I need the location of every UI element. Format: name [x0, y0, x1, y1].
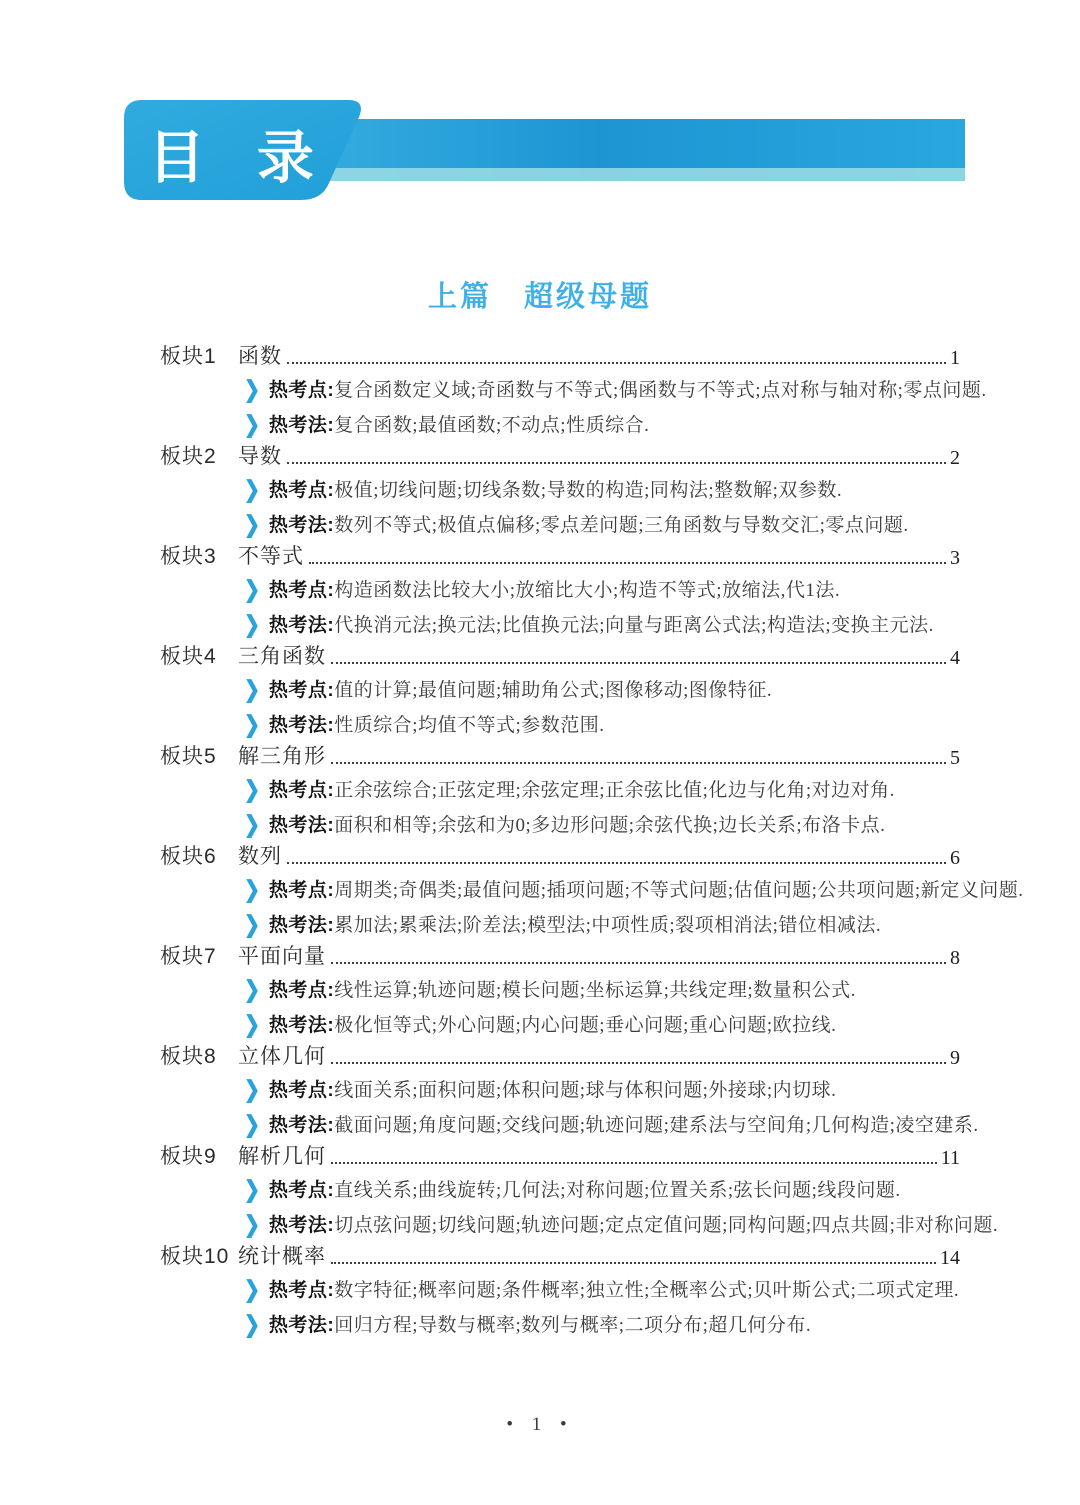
hot-points-label: 热考点:	[268, 580, 335, 601]
hot-methods-label: 热考法:	[268, 915, 335, 936]
section-label: 板块10	[160, 1245, 230, 1268]
hot-points-text: 直线关系;曲线旋转;几何法;对称问题;位置关系;弦长问题;线段问题.	[334, 1180, 901, 1201]
section-page-number: 2	[950, 447, 960, 469]
toc-list	[160, 340, 1024, 1340]
hot-methods-text: 截面问题;角度问题;交线问题;轨迹问题;建系法与空间角;几何构造;凌空建系.	[334, 1115, 979, 1136]
toc-entry[interactable]	[160, 540, 960, 570]
chevron-right-icon: ❯	[244, 612, 260, 638]
toc-section	[160, 840, 1024, 940]
hot-points-label: 热考点:	[268, 880, 335, 901]
chevron-right-icon: ❯	[244, 377, 260, 403]
hot-points-text: 数字特征;概率问题;条件概率;独立性;全概率公式;贝叶斯公式;二项式定理.	[334, 1280, 960, 1301]
section-label: 板块5	[160, 745, 217, 768]
toc-section	[160, 740, 960, 840]
chevron-right-icon: ❯	[244, 1112, 260, 1138]
hot-points-text: 线性运算;轨迹问题;模长问题;坐标运算;共线定理;数量积公式.	[334, 980, 856, 1001]
hot-methods-row	[244, 1112, 979, 1140]
hot-points-label: 热考点:	[268, 1180, 335, 1201]
hot-points-label: 热考点:	[268, 680, 335, 701]
hot-points-row	[244, 877, 1024, 905]
section-title: 不等式	[238, 545, 304, 568]
dot-leader	[331, 1062, 946, 1064]
section-label: 板块2	[160, 445, 217, 468]
hot-methods-label: 热考法:	[268, 815, 335, 836]
hot-points-text: 复合函数定义域;奇函数与不等式;偶函数与不等式;点对称与轴对称;零点问题.	[334, 380, 987, 401]
dot-leader	[287, 462, 946, 464]
chevron-right-icon: ❯	[244, 812, 260, 838]
page-title: 目 录	[148, 126, 332, 190]
hot-methods-text: 面积和相等;余弦和为0;多边形问题;余弦代换;边长关系;布洛卡点.	[334, 815, 886, 836]
toc-entry[interactable]	[160, 940, 960, 970]
toc-section	[160, 340, 987, 440]
section-page-number: 14	[940, 1247, 960, 1269]
section-page-number: 9	[950, 1047, 960, 1069]
chevron-right-icon: ❯	[244, 912, 260, 938]
footer-page-number: • 1 •	[506, 1414, 574, 1435]
hot-points-label: 热考点:	[268, 1080, 335, 1101]
hot-methods-text: 累加法;累乘法;阶差法;模型法;中项性质;裂项相消法;错位相减法.	[334, 915, 882, 936]
toc-section	[160, 1140, 999, 1240]
section-label: 板块4	[160, 645, 217, 668]
hot-points-row	[244, 477, 960, 505]
hot-methods-row	[244, 412, 960, 440]
dot-leader	[287, 362, 946, 364]
hot-points-text: 构造函数法比较大小;放缩比大小;构造不等式;放缩法,代1法.	[334, 580, 841, 601]
toc-section	[160, 640, 960, 740]
hot-points-text: 线面关系;面积问题;体积问题;球与体积问题;外接球;内切球.	[334, 1080, 837, 1101]
dot-leader	[331, 762, 946, 764]
toc-section	[160, 540, 960, 640]
section-title: 数列	[238, 845, 282, 868]
section-title: 导数	[238, 445, 282, 468]
hot-methods-row	[244, 712, 960, 740]
section-page-number: 11	[940, 1147, 960, 1169]
hot-methods-label: 热考法:	[268, 715, 335, 736]
section-label: 板块7	[160, 945, 217, 968]
hot-methods-row	[244, 1212, 999, 1240]
hot-methods-text: 极化恒等式;外心问题;内心问题;垂心问题;重心问题;欧拉线.	[334, 1015, 837, 1036]
hot-points-row	[244, 377, 987, 405]
hot-methods-label: 热考法:	[268, 1115, 335, 1136]
hot-methods-label: 热考法:	[268, 1315, 335, 1336]
toc-entry[interactable]	[160, 440, 960, 470]
hot-methods-row	[244, 612, 960, 640]
hot-points-label: 热考点:	[268, 980, 335, 1001]
section-page-number: 8	[950, 947, 960, 969]
section-title: 解析几何	[238, 1145, 326, 1168]
section-title: 立体几何	[238, 1045, 326, 1068]
hot-methods-text: 切点弦问题;切线问题;轨迹问题;定点定值问题;同构问题;四点共圆;非对称问题.	[334, 1215, 999, 1236]
toc-section	[160, 940, 960, 1040]
dot-leader	[331, 662, 946, 664]
toc-section	[160, 1040, 979, 1140]
section-label: 板块3	[160, 545, 217, 568]
hot-points-row	[244, 977, 960, 1005]
section-page-number: 1	[950, 347, 960, 369]
section-title: 统计概率	[238, 1245, 326, 1268]
toc-entry[interactable]	[160, 1140, 960, 1170]
chevron-right-icon: ❯	[244, 1312, 260, 1338]
toc-entry[interactable]	[160, 340, 960, 370]
chevron-right-icon: ❯	[244, 512, 260, 538]
chevron-right-icon: ❯	[244, 477, 260, 503]
toc-entry[interactable]	[160, 840, 960, 870]
hot-points-text: 周期类;奇偶类;最值问题;插项问题;不等式问题;估值问题;公共项问题;新定义问题.	[334, 880, 1024, 901]
hot-methods-row	[244, 512, 960, 540]
hot-points-row	[244, 577, 960, 605]
hot-methods-text: 代换消元法;换元法;比值换元法;向量与距离公式法;构造法;变换主元法.	[334, 615, 934, 636]
toc-section	[160, 1240, 960, 1340]
chevron-right-icon: ❯	[244, 712, 260, 738]
hot-methods-row	[244, 912, 960, 940]
chevron-right-icon: ❯	[244, 1212, 260, 1238]
chevron-right-icon: ❯	[244, 1077, 260, 1103]
chevron-right-icon: ❯	[244, 1177, 260, 1203]
hot-methods-text: 数列不等式;极值点偏移;零点差问题;三角函数与导数交汇;零点问题.	[334, 515, 909, 536]
chevron-right-icon: ❯	[244, 1277, 260, 1303]
toc-section	[160, 440, 960, 540]
hot-points-text: 值的计算;最值问题;辅助角公式;图像移动;图像特征.	[334, 680, 773, 701]
hot-methods-text: 复合函数;最值函数;不动点;性质综合.	[334, 415, 650, 436]
section-label: 板块9	[160, 1145, 217, 1168]
hot-points-label: 热考点:	[268, 480, 335, 501]
hot-methods-label: 热考法:	[268, 1015, 335, 1036]
part-heading: 上篇 超级母题	[427, 281, 652, 313]
section-label: 板块6	[160, 845, 217, 868]
toc-entry[interactable]	[160, 640, 960, 670]
hot-points-text: 极值;切线问题;切线条数;导数的构造;同构法;整数解;双参数.	[334, 480, 843, 501]
chevron-right-icon: ❯	[244, 412, 260, 438]
chevron-right-icon: ❯	[244, 677, 260, 703]
chevron-right-icon: ❯	[244, 977, 260, 1003]
dot-leader	[287, 862, 946, 864]
hot-points-row	[244, 777, 960, 805]
dot-leader	[331, 962, 946, 964]
hot-methods-label: 热考法:	[268, 515, 335, 536]
hot-points-text: 正余弦综合;正弦定理;余弦定理;正余弦比值;化边与化角;对边对角.	[334, 780, 895, 801]
hot-points-label: 热考点:	[268, 780, 335, 801]
toc-entry[interactable]	[160, 740, 960, 770]
hot-points-label: 热考点:	[268, 1280, 335, 1301]
hot-methods-row	[244, 1312, 960, 1340]
section-page-number: 6	[950, 847, 960, 869]
section-label: 板块1	[160, 345, 217, 368]
hot-points-row	[244, 1177, 960, 1205]
chevron-right-icon: ❯	[244, 877, 260, 903]
hot-methods-label: 热考法:	[268, 615, 335, 636]
chevron-right-icon: ❯	[244, 577, 260, 603]
hot-points-row	[244, 677, 960, 705]
hot-points-row	[244, 1077, 960, 1105]
toc-entry[interactable]	[160, 1240, 960, 1270]
chevron-right-icon: ❯	[244, 1012, 260, 1038]
dot-leader	[331, 1262, 936, 1264]
section-label: 板块8	[160, 1045, 217, 1068]
section-page-number: 4	[950, 647, 960, 669]
header-banner	[122, 98, 965, 202]
hot-methods-label: 热考法:	[268, 415, 335, 436]
hot-points-row	[244, 1277, 960, 1305]
section-title: 三角函数	[238, 645, 326, 668]
section-page-number: 5	[950, 747, 960, 769]
chevron-right-icon: ❯	[244, 777, 260, 803]
hot-methods-row	[244, 812, 960, 840]
section-title: 平面向量	[238, 945, 326, 968]
hot-methods-row	[244, 1012, 960, 1040]
section-page-number: 3	[950, 547, 960, 569]
hot-points-label: 热考点:	[268, 380, 335, 401]
toc-entry[interactable]	[160, 1040, 960, 1070]
dot-leader	[309, 562, 946, 564]
section-title: 函数	[238, 345, 282, 368]
hot-methods-label: 热考法:	[268, 1215, 335, 1236]
hot-methods-text: 性质综合;均值不等式;参数范围.	[334, 715, 605, 736]
hot-methods-text: 回归方程;导数与概率;数列与概率;二项分布;超几何分布.	[334, 1315, 812, 1336]
section-title: 解三角形	[238, 745, 326, 768]
dot-leader	[331, 1162, 937, 1164]
